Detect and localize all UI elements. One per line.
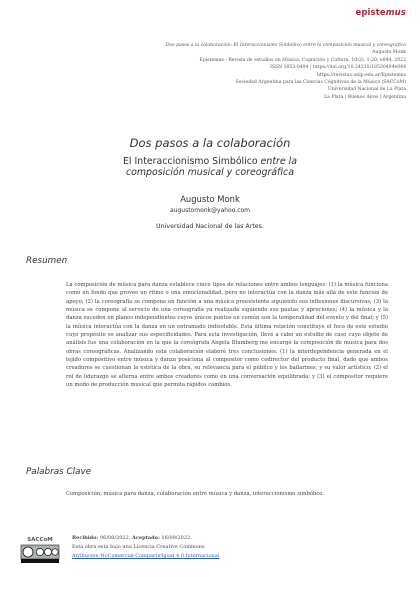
- by-icon: [36, 548, 43, 555]
- meta-line: Universidad Nacional de La Plata: [327, 87, 406, 93]
- abstract-text: La composición de música para danza establece cinco tipos de relaciones entre ambos lenguajes: (1) la música funciona como un fondo que provee un ritmo o una emocionalidad, pero no interactúa con la danza más allá de este función de apoyo; (2) la coreografía se compone en función a una música preexistente siguiendo sus inflexiones discursivas; (3) la música se compone al servicio de una coreografía ya realizada siguiendo sus pautas y apreciones; (4) la música y la danza suceden en planos independientes cuyos únicos puntos en común son la temporalidad del evento y del final; y (5) la música interactúa con la danza en un entramado indisoluble. Esta última relación constituye el foco de este estudio cuyo propósito es analizar sus especificidades. Para esta investigación, llevé a cabo un estudio de caso cuyo objeto de análisis fue una colaboración en la que la coreógrafa Angela Blumberg me encargó la composición de música para dos obras coreográficas. Analizando esta colaboración elaboré tres conclusiones: (1) la interdependencia generada en el tejido compositivo entre música y danza posiciona al compositor como codirector del producto final, dado que ambos creadores se cuestionan la estética de la obra, su relevancia para el público y los bailarines, y su valor artístico; (2) el rol de liderazgo se alterna entre ambos creadores como en una conversación equilibrada; y (3) el compositor requiere un modo de producción musical que permita rápidos cambios.: [66, 282, 388, 389]
- meta-line: Sociedad Argentina para las Ciencias Cognitivas de la Música (SACCoM): [235, 80, 406, 86]
- license-line: Esta obra está bajo una Licencia Creative Commons: [72, 544, 205, 550]
- keywords-text: Composición, música para danza, colaboración entre música y danza, interaccionismo simbólico.: [66, 491, 325, 497]
- meta-line: Dos pasos a la colaboración: El Interaccionismo Simbólico entre la composición musical y coreográfica: [165, 43, 406, 48]
- cc-badge-bar: [21, 559, 59, 563]
- license-block: [72, 534, 392, 561]
- journal-logo: epistemus: [355, 8, 406, 18]
- meta-line: ISSN 1853-0494 | https://doi.org/10.24215/18530494e044: [270, 65, 406, 71]
- author-email[interactable]: augustomonk@yahoo.com: [169, 207, 251, 214]
- author-affiliation: Universidad Nacional de las Artes.: [156, 223, 264, 230]
- resumen-heading: Resumen: [26, 256, 68, 266]
- license-link[interactable]: Atribución-NoComercial-CompartirIgual 4.0 Internacional: [72, 553, 220, 559]
- meta-line: Epistemus - Revista de estudios en Música, Cognición y Cultura, 10(2), 1-20, e044, 2022: [199, 57, 406, 63]
- nc-icon: [44, 548, 51, 555]
- keywords-heading: Palabras Clave: [26, 467, 92, 477]
- title-block: [0, 136, 420, 178]
- dates-line: Recibido: 06/08/2022. Aceptado: 16/09/2022.: [72, 535, 192, 541]
- article-title: Dos pasos a la colaboración: [129, 136, 291, 150]
- saccom-badge: SACCoM: [27, 537, 53, 543]
- meta-line: https://revistas.unlp.edu.ar/Epistemus: [316, 72, 406, 78]
- sa-icon: [52, 549, 58, 555]
- header-meta: [106, 42, 406, 101]
- cc-icon: [23, 547, 33, 557]
- meta-line: La Plata | Buenos Aires | Argentina: [324, 94, 406, 100]
- article-subtitle: El Interaccionismo Simbólico entre la composición musical y coreográfica: [123, 156, 297, 178]
- license-badges: [20, 535, 60, 573]
- meta-line: Augusto Monk: [372, 50, 406, 56]
- author-name: Augusto Monk: [180, 194, 240, 204]
